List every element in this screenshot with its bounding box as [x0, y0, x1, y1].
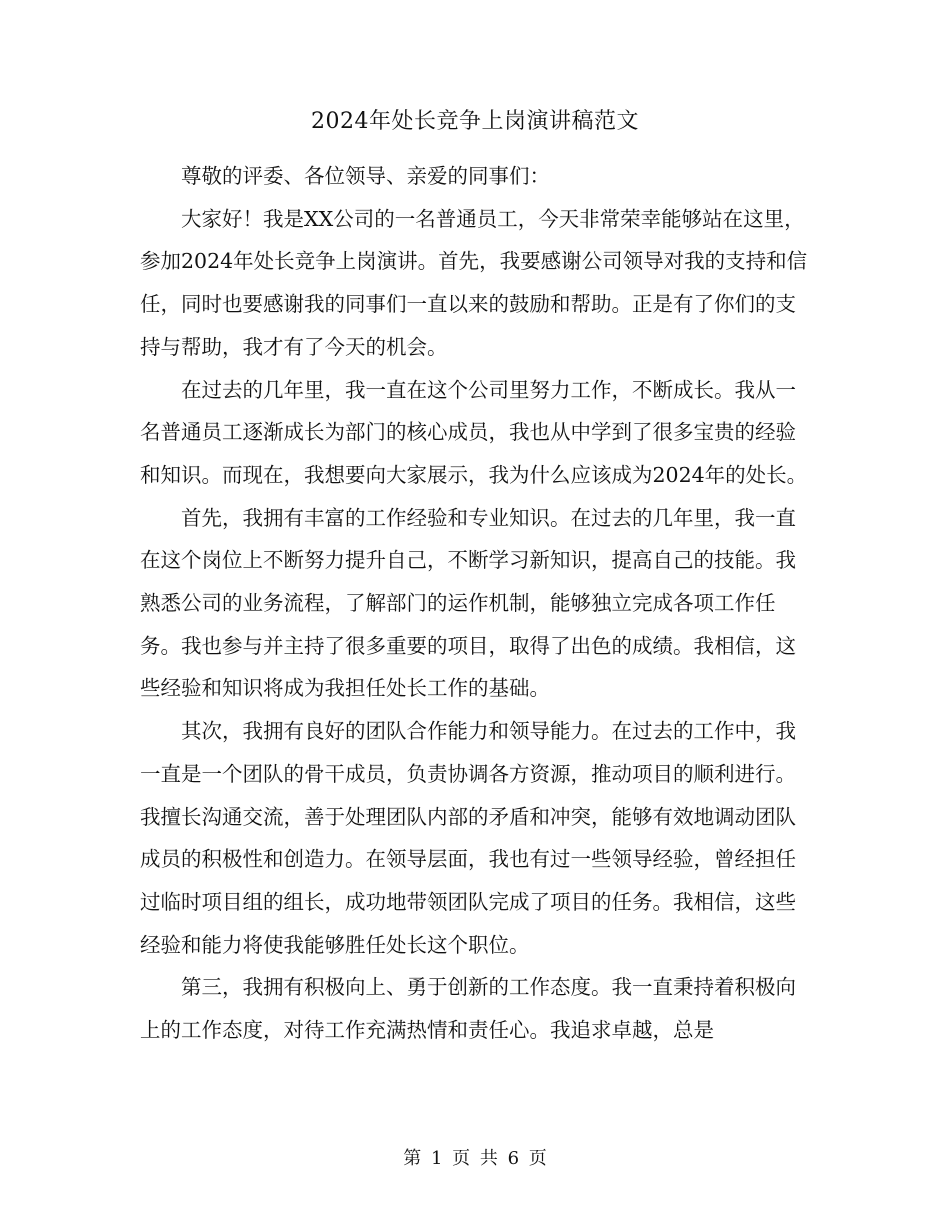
- body-paragraph: 大家好！我是XX公司的一名普通员工，今天非常荣幸能够站在这里，参加2024年处长竞争上岗演讲。首先，我要感谢公司领导对我的支持和信任，同时也要感谢我的同事们一直以来的鼓励和帮助。正是有了你们的支持与帮助，我才有了今天的机会。: [140, 206, 808, 359]
- body-paragraph: 第三，我拥有积极向上、勇于创新的工作态度。我一直秉持着积极向上的工作态度，对待工作充满热情和责任心。我追求卓越，总是: [140, 975, 796, 1043]
- body-paragraph: 在过去的几年里，我一直在这个公司里努力工作，不断成长。我从一名普通员工逐渐成长为部门的核心成员，我也从中学到了很多宝贵的经验和知识。而现在，我想要向大家展示，我为什么应该成为2024年的处长。: [140, 377, 808, 487]
- body-paragraph: 其次，我拥有良好的团队合作能力和领导能力。在过去的工作中，我一直是一个团队的骨干成员，负责协调各方资源，推动项目的顺利进行。我擅长沟通交流，善于处理团队内部的矛盾和冲突，能够有效地调动团队成员的积极性和创造力。在领导层面，我也有过一些领导经验，曾经担任过临时项目组的组长，成功地带领团队完成了项目的任务。我相信，这些经验和能力将使我能够胜任处长这个职位。: [140, 719, 796, 957]
- salutation-paragraph: 尊敬的评委、各位领导、亲爱的同事们：: [181, 164, 550, 188]
- document-title: 2024年处长竞争上岗演讲稿范文: [311, 109, 639, 134]
- body-paragraph: 首先，我拥有丰富的工作经验和专业知识。在过去的几年里，我一直在这个岗位上不断努力提升自己，不断学习新知识，提高自己的技能。我熟悉公司的业务流程，了解部门的运作机制，能够独立完成各项工作任务。我也参与并主持了很多重要的项目，取得了出色的成绩。我相信，这些经验和知识将成为我担任处长工作的基础。: [140, 505, 796, 701]
- page-footer: 第 1 页 共 6 页: [403, 1148, 547, 1169]
- document-body: [140, 155, 810, 1052]
